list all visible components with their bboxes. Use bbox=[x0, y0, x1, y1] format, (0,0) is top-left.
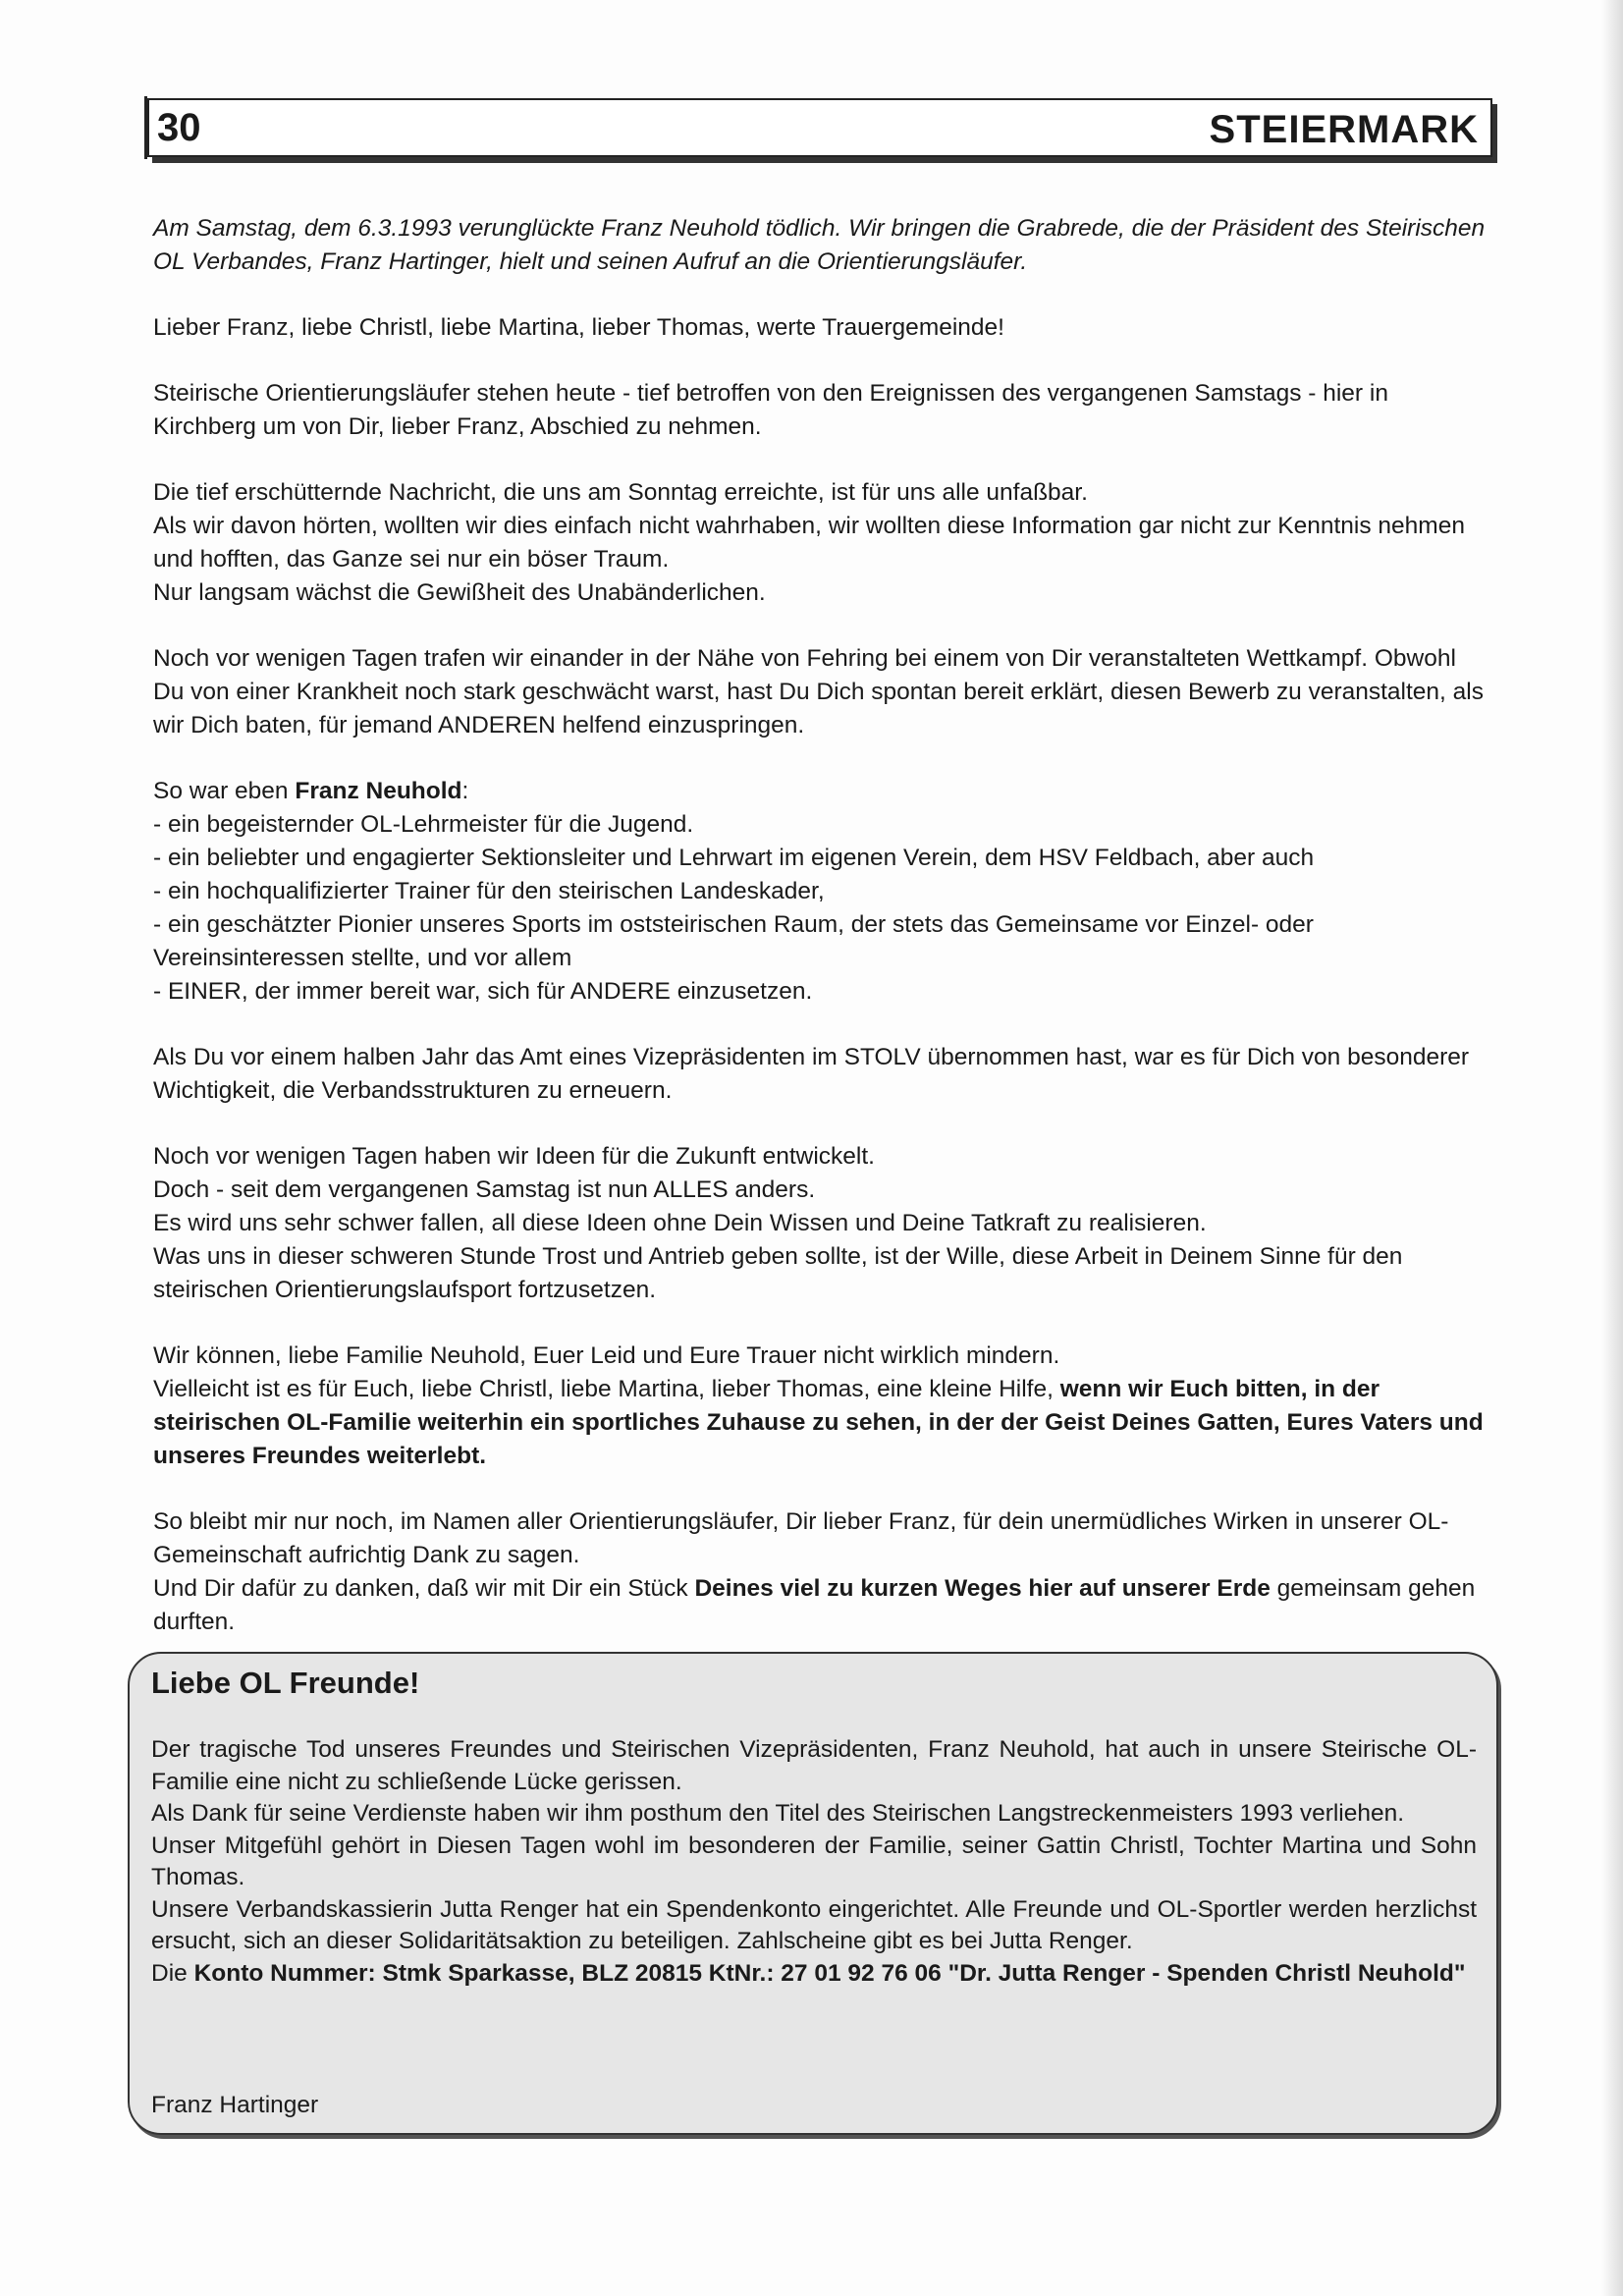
paragraph-4-colon: : bbox=[461, 778, 469, 804]
page-number: 30 bbox=[157, 106, 201, 149]
paragraph-2-line: Als wir davon hörten, wollten wir dies einfach nicht wahrhaben, wir wollten diese Information gar nicht zur Kenntnis nehmen und hofften, das Ganze sei nur ein böser Traum. bbox=[153, 513, 1465, 573]
list-item: - ein geschätzter Pionier unseres Sports im oststeirischen Raum, der stets das Gemeinsame vor Einzel- oder Vereinsinteressen stellte, und vor allem bbox=[153, 911, 1314, 971]
article-body bbox=[153, 212, 1492, 1671]
list-item: - ein hochqualifizierter Trainer für den steirischen Landeskader, bbox=[153, 878, 825, 904]
salutation: Lieber Franz, liebe Christl, liebe Martina, lieber Thomas, werte Trauergemeinde! bbox=[153, 314, 1004, 341]
paragraph-6-line: Was uns in dieser schweren Stunde Trost und Antrieb geben sollte, ist der Wille, diese Arbeit in Deinem Sinne für den steirischen Orientierungslaufsport fortzusetzen. bbox=[153, 1243, 1403, 1303]
appeal-line: Unsere Verbandskassierin Jutta Renger hat ein Spendenkonto eingerichtet. Alle Freunde und OL-Sportler werden herzlichst ersucht, sich an dieser Solidaritätsaktion zu beteiligen. Zahlscheine gibt es bei Jutta Renger. bbox=[151, 1895, 1477, 1954]
paragraph-7-plain: Vielleicht ist es für Euch, liebe Christl, liebe Martina, lieber Thomas, eine kleine Hilfe, bbox=[153, 1376, 1060, 1402]
bold-name: Franz Neuhold bbox=[295, 778, 462, 804]
paragraph-4-lead: So war eben bbox=[153, 778, 296, 804]
paragraph-2-line: Die tief erschütternde Nachricht, die uns am Sonntag erreichte, ist für uns alle unfaßbar. bbox=[153, 479, 1088, 506]
paragraph-6 bbox=[153, 1140, 1492, 1307]
paragraph-8-end: gemeinsam gehen durften. bbox=[153, 1575, 1476, 1635]
paragraph-3: Noch vor wenigen Tagen trafen wir einander in der Nähe von Fehring bei einem von Dir veranstalteten Wettkampf. Obwohl Du von einer Krankheit noch stark geschwächt warst, hast Du Dich spontan bereit erklärt, diesen Bewerb zu veranstalten, als wir Dich baten, für jemand ANDEREN helfend einzuspringen. bbox=[153, 645, 1484, 738]
appeal-body bbox=[151, 1734, 1477, 1990]
intro-paragraph: Am Samstag, dem 6.3.1993 verunglückte Franz Neuhold tödlich. Wir bringen die Grabrede, die der Präsident des Steirischen OL Verbandes, Franz Hartinger, hielt und seinen Aufruf an die Orientierungsläufer. bbox=[153, 215, 1486, 275]
appeal-line: Als Dank für seine Verdienste haben wir ihm posthum den Titel des Steirischen Langstreckenmeisters 1993 verliehen. bbox=[151, 1800, 1405, 1827]
signature: Franz Hartinger bbox=[151, 2092, 319, 2118]
list-item: - ein begeisternder OL-Lehrmeister für die Jugend. bbox=[153, 811, 694, 838]
paragraph-1: Steirische Orientierungsläufer stehen heute - tief betroffen von den Ereignissen des vergangenen Samstags - hier in Kirchberg um von Dir, lieber Franz, Abschied zu nehmen. bbox=[153, 380, 1388, 440]
appeal-line: Der tragische Tod unseres Freundes und Steirischen Vizepräsidenten, Franz Neuhold, hat auch in unsere Steirische OL-Familie eine nicht zu schließende Lücke gerissen. bbox=[151, 1736, 1477, 1795]
appeal-box bbox=[128, 1652, 1498, 2135]
header-left-bar bbox=[144, 96, 147, 159]
paragraph-8-line: So bleibt mir nur noch, im Namen aller Orientierungsläufer, Dir lieber Franz, für dein unermüdliches Wirken in unserer OL-Gemeinschaft aufrichtig Dank zu sagen. bbox=[153, 1508, 1449, 1568]
paragraph-7-line: Wir können, liebe Familie Neuhold, Euer Leid und Eure Trauer nicht wirklich mindern. bbox=[153, 1342, 1060, 1369]
paragraph-2-line: Nur langsam wächst die Gewißheit des Unabänderlichen. bbox=[153, 579, 766, 606]
paragraph-8-bold: Deines viel zu kurzen Weges hier auf unserer Erde bbox=[694, 1575, 1271, 1602]
paragraph-6-line: Doch - seit dem vergangenen Samstag ist nun ALLES anders. bbox=[153, 1176, 816, 1203]
paragraph-8 bbox=[153, 1505, 1492, 1639]
appeal-line: Unser Mitgefühl gehört in Diesen Tagen wohl im besonderen der Familie, seiner Gattin Christl, Tochter Martina und Sohn Thomas. bbox=[151, 1831, 1477, 1890]
konto-lead: Die bbox=[151, 1959, 194, 1987]
konto-number: Konto Nummer: Stmk Sparkasse, BLZ 20815 KtNr.: 27 01 92 76 06 "Dr. Jutta Renger - Spenden Christl Neuhold" bbox=[193, 1959, 1466, 1987]
paragraph-6-line: Es wird uns sehr schwer fallen, all diese Ideen ohne Dein Wissen und Deine Tatkraft zu realisieren. bbox=[153, 1210, 1207, 1236]
paragraph-4 bbox=[153, 775, 1492, 1009]
page-edge bbox=[1601, 0, 1623, 2296]
section-title: STEIERMARK bbox=[1209, 108, 1479, 151]
paragraph-8-plain: Und Dir dafür zu danken, daß wir mit Dir ein Stück bbox=[153, 1575, 695, 1602]
page-header bbox=[147, 98, 1492, 157]
paragraph-7-bold: wenn wir Euch bitten, in der steirischen OL-Familie weiterhin ein sportliches Zuhause zu sehen, in der der Geist Deines Gatten, Eures Vaters und unseres Freundes weiterlebt. bbox=[153, 1376, 1484, 1469]
paragraph-6-line: Noch vor wenigen Tagen haben wir Ideen für die Zukunft entwickelt. bbox=[153, 1143, 875, 1170]
list-item: - ein beliebter und engagierter Sektionsleiter und Lehrwart im eigenen Verein, dem HSV Feldbach, aber auch bbox=[153, 845, 1315, 871]
paragraph-7 bbox=[153, 1339, 1492, 1473]
paragraph-5: Als Du vor einem halben Jahr das Amt eines Vizepräsidenten im STOLV übernommen hast, war es für Dich von besonderer Wichtigkeit, die Verbandsstrukturen zu erneuern. bbox=[153, 1044, 1470, 1104]
paragraph-2 bbox=[153, 476, 1492, 610]
list-item: - EINER, der immer bereit war, sich für ANDERE einzusetzen. bbox=[153, 978, 813, 1005]
appeal-title: Liebe OL Freunde! bbox=[151, 1666, 420, 1700]
